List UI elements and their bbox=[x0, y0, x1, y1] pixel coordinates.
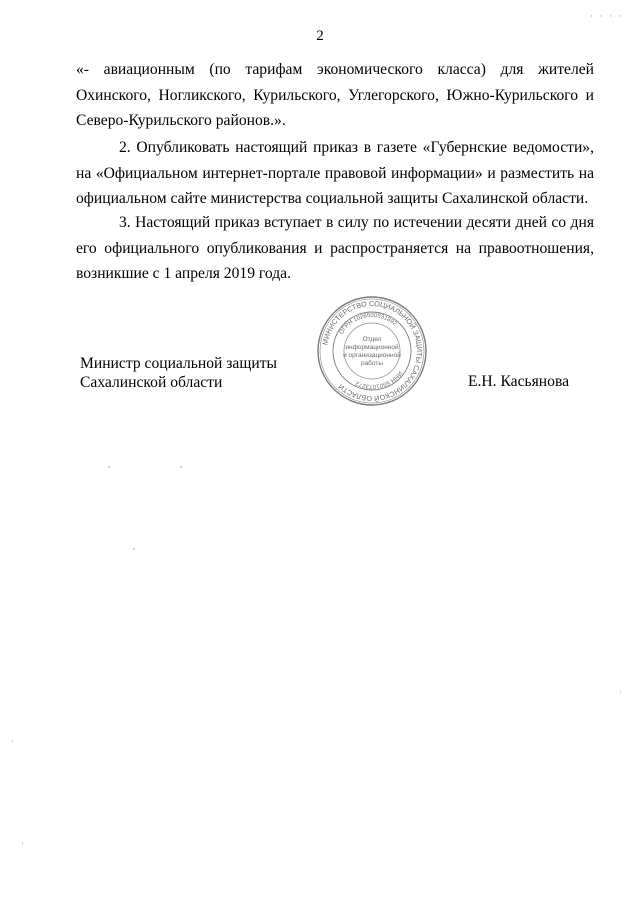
seal-outer-text: МИНИСТЕРСТВО СОЦИАЛЬНОЙ ЗАЩИТЫ САХАЛИНСКОЙ ОБЛАСТИ bbox=[320, 298, 425, 404]
scan-speck bbox=[180, 466, 182, 468]
signatory-title-line-2: Сахалинской области bbox=[80, 374, 223, 391]
seal-center-line-2: информационной bbox=[345, 344, 399, 351]
seal-inn-text: ИНН 6501073272 bbox=[354, 369, 403, 390]
seal-center-line-4: работы bbox=[360, 360, 384, 367]
seal-center-line-1: Отдел bbox=[362, 336, 382, 343]
seal-ogrn-text: ОГРН 1026500531892 bbox=[338, 312, 398, 336]
scan-speck bbox=[22, 842, 23, 845]
seal-center-line-3: и организационной bbox=[343, 352, 401, 359]
official-seal bbox=[315, 294, 429, 408]
page-number: 2 bbox=[316, 28, 324, 44]
scan-speck bbox=[133, 548, 135, 550]
scan-artifact-marks: · · · · bbox=[589, 12, 624, 22]
paragraph-item-2: 2. Опубликовать настоящий приказ в газете «Губернские ведомости», на «Официальном интернет-портале правовой информации» и разместить на официальном сайте министерства социальной защиты Сахалинской области. bbox=[76, 139, 594, 207]
paragraph-item-3: 3. Настоящий приказ вступает в силу по истечении десяти дней со дня его официального опубликования и распространяется на правоотношения, возникшие с 1 апреля 2019 года. bbox=[76, 214, 594, 282]
official-seal-graphic bbox=[315, 294, 429, 408]
signatory-title-line-1: Министр социальной защиты bbox=[80, 355, 277, 372]
signatory-title bbox=[80, 354, 277, 392]
scan-speck bbox=[12, 740, 13, 743]
scan-speck bbox=[108, 466, 110, 468]
signatory-name: Е.Н. Касьянова bbox=[468, 373, 570, 390]
paragraph-continuation: «- авиационным (по тарифам экономического класса) для жителей Охинского, Ногликского, Курильского, Углегорского, Южно-Курильского и Северо-Курильского районов.». bbox=[76, 61, 594, 129]
scan-speck bbox=[620, 690, 621, 693]
